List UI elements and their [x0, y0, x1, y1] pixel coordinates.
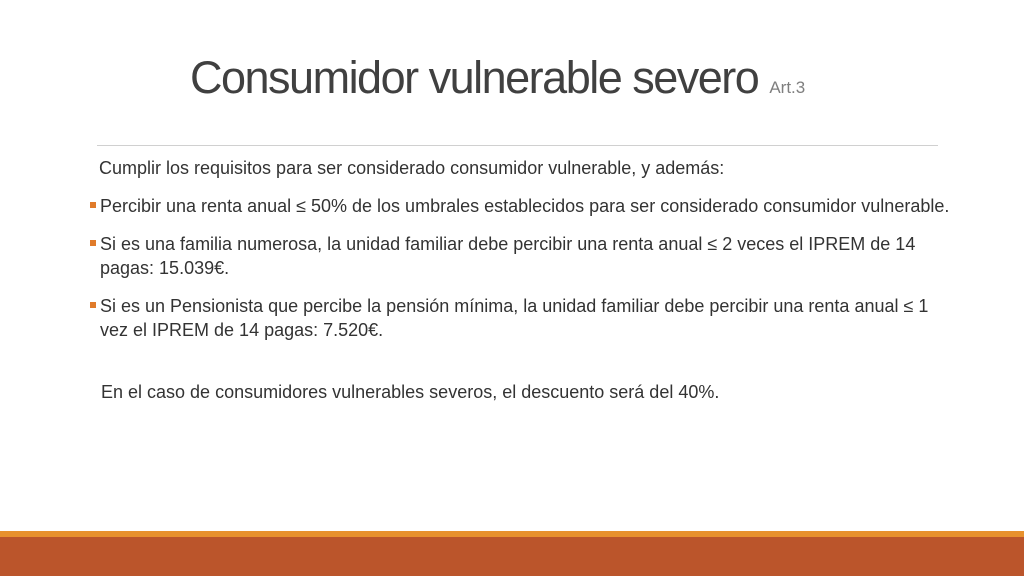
- bullet-marker-icon: [90, 194, 100, 218]
- slide-body: [90, 156, 950, 418]
- bullet-text: Percibir una renta anual ≤ 50% de los umbrales establecidos para ser considerado consumidor vulnerable.: [100, 196, 950, 216]
- bullet-item: [90, 294, 950, 342]
- bullet-marker-icon: [90, 232, 100, 280]
- slide-title: [190, 52, 805, 104]
- bullet-marker-icon: [90, 294, 100, 342]
- bullet-text: Si es una familia numerosa, la unidad familiar debe percibir una renta anual ≤ 2 veces el IPREM de 14 pagas: 15.039€.: [100, 234, 916, 278]
- title-text: Consumidor vulnerable severo: [190, 52, 759, 103]
- footer-bar: [0, 537, 1024, 576]
- intro-text: Cumplir los requisitos para ser considerado consumidor vulnerable, y además:: [99, 158, 725, 178]
- title-divider: [97, 145, 938, 146]
- bullet-text: Si es un Pensionista que percibe la pensión mínima, la unidad familiar debe percibir una renta anual ≤ 1 vez el IPREM de 14 pagas: 7.520€.: [100, 296, 929, 340]
- closing-text: En el caso de consumidores vulnerables severos, el descuento será del 40%.: [101, 382, 720, 402]
- bullet-item: [90, 194, 950, 218]
- title-article-ref: Art.3: [769, 78, 806, 97]
- bullet-item: [90, 232, 950, 280]
